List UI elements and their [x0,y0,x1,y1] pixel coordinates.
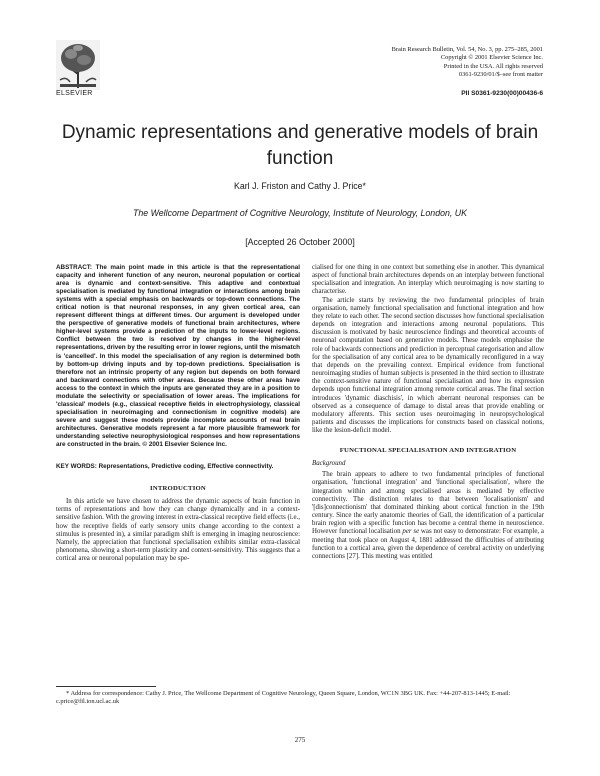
elsevier-tree-logo [56,40,100,90]
article-authors: Karl J. Friston and Cathy J. Price* [233,181,366,191]
body-paragraph: cialised for one thing in one context but something else in another. This dynamical aspect of functional brain architectures depends on an interplay between functional specialisation and integration. An interplay which neuroimaging is now starting to characterise. [312,264,544,296]
publisher-wordmark: ELSEVIER [56,90,93,97]
correspondence-footnote: * Address for correspondence: Cathy J. Price, The Wellcome Department of Cognitive Neurology, Queen Square, London, WC1N 3BG UK. Fax: +44-207-813-1445; E-mail: c.price@fil.ion.ucl.ac.uk [56,690,511,706]
page-number: 275 [294,736,306,744]
section-heading-introduction: INTRODUCTION [150,485,206,493]
paragraph-text: The brain appears to adhere to two fundamental principles of functional organisation, 'functional integration' and 'functional specialisation', where the integration within and among specialised areas is mediated by effective connectivity. The distinction relates to that between 'localisationism' and '[dis]connectionism' that dominated thinking about cortical function in the 19th century. Since the early anatomic theories of Gall, the identification of a particular brain region with a specific function has become a central theme in neuroscience. However functional localisation [312,471,544,536]
paragraph-text: was not easy to demonstrate: For example, a meeting that took place on August 4, 1881 addressed the difficulties of attributing function to a cortical area, given the dependence of cerebral activity on underlying connections [27]. This meeting was entitled [312,528,544,560]
article-title: Dynamic representations and generative models of brain function [61,122,539,169]
subsection-heading-background: Background [312,460,346,468]
background-paragraph [312,471,544,561]
journal-line: Printed in the USA. All rights reserved [443,62,543,70]
footnote-divider [56,686,156,687]
journal-line: Copyright © 2001 Elsevier Science Inc. [440,54,543,62]
left-column [56,264,300,563]
italic-term: per se [402,528,420,536]
intro-paragraph: In this article we have chosen to address the dynamic aspects of brain function in terms of representations and how they can change dynamically and in a context-sensitive fashion. With the growing interest in extra-classical receptive field effects (i.e., how the receptive fields of early sensory units change according to the context a stimulus is presented in), a similar paradigm shift is emerging in imaging neuroscience: Namely, the appreciation that functional specialisation exhibits similar extra-classical phenomena, showing a short-term plasticity and context-sensitivity. This suggests that a cortical area or neuronal population may be spe- [56,498,300,563]
author-affiliation: The Wellcome Department of Cognitive Neurology, Institute of Neurology, London, UK [133,208,467,218]
journal-citation [283,46,543,79]
keywords: KEY WORDS: Representations, Predictive coding, Effective connectivity. [56,463,274,471]
journal-line: 0361-9230/01/$–see front matter [458,70,543,78]
right-column [312,264,544,561]
journal-line: Brain Research Bulletin, Vol. 54, No. 3, pp. 275–285, 2001 [391,46,543,53]
accepted-date: [Accepted 26 October 2000] [245,237,355,247]
body-paragraph: The article starts by reviewing the two fundamental principles of brain organisation, namely functional specialisation and functional integration and how they relate to each other. The second section discusses how functional specialisation depends on integration and interactions among neuronal populations. This discussion is motivated by basic neuroscience findings and theoretical accounts of neuronal computation based on generative models. These models emphasise the role of backwards connections and prediction in perceptual categorisation and allow for the specialisation of any cortical area to be dynamically reconfigured in a way that depends on the prevailing context. Empirical evidence from functional neuroimaging studies of human subjects is presented in the third section to illustrate the context-sensitive nature of functional specialisation and how its expression depends upon functional integration among remote cortical areas. The final section introduces 'dynamic diaschisis', in which aberrant neuronal responses can be observed as a consequence of damage to distal areas that provide enabling or modulatory afferents. This section uses neuroimaging in neuropsychological patients and discusses the implications for constructs based on classical notions, like the lesion-deficit model. [312,296,544,435]
abstract: ABSTRACT: The main point made in this article is that the representational capacity and inherent function of any neuron, neuronal population or cortical area is dynamic and context-sensitive. This adaptive and contextual specialisation is mediated by functional integration or interactions among brain systems with a special emphasis on backwards or top-down connections. The critical notion is that neuronal responses, in any given cortical area, can represent different things at different times. Our argument is developed under the perspective of generative models of functional brain architectures, where higher-level systems provide a prediction of the inputs to lower-level regions. Conflict between the two is resolved by changes in the higher-level representations, driven by the resulting error in lower regions, until the mismatch is 'cancelled'. In this model the specialisation of any region is determined both by bottom-up driving inputs and by top-down predictions. Specialisation is therefore not an intrinsic property of any region but depends on both forward and backward connections with other areas. Because these other areas have access to the context in which the inputs are generated they are in a position to modulate the selectivity or specialisation of lower areas. The implications for 'classical' models (e.g., classical receptive fields in electrophysiology, classical specialisation in neuroimaging and connectionism in cognitive models) are severe and suggest these models provide incomplete accounts of real brain architectures. Generative models represent a far more plausible framework for understanding selective neurophysiological responses and how representations are constructed in the brain. © 2001 Elsevier Science Inc. [56,264,300,449]
pii-identifier: PII S0361-9230(00)00436-6 [461,90,543,97]
section-heading-specialisation: FUNCTIONAL SPECIALISATION AND INTEGRATION [339,447,517,455]
